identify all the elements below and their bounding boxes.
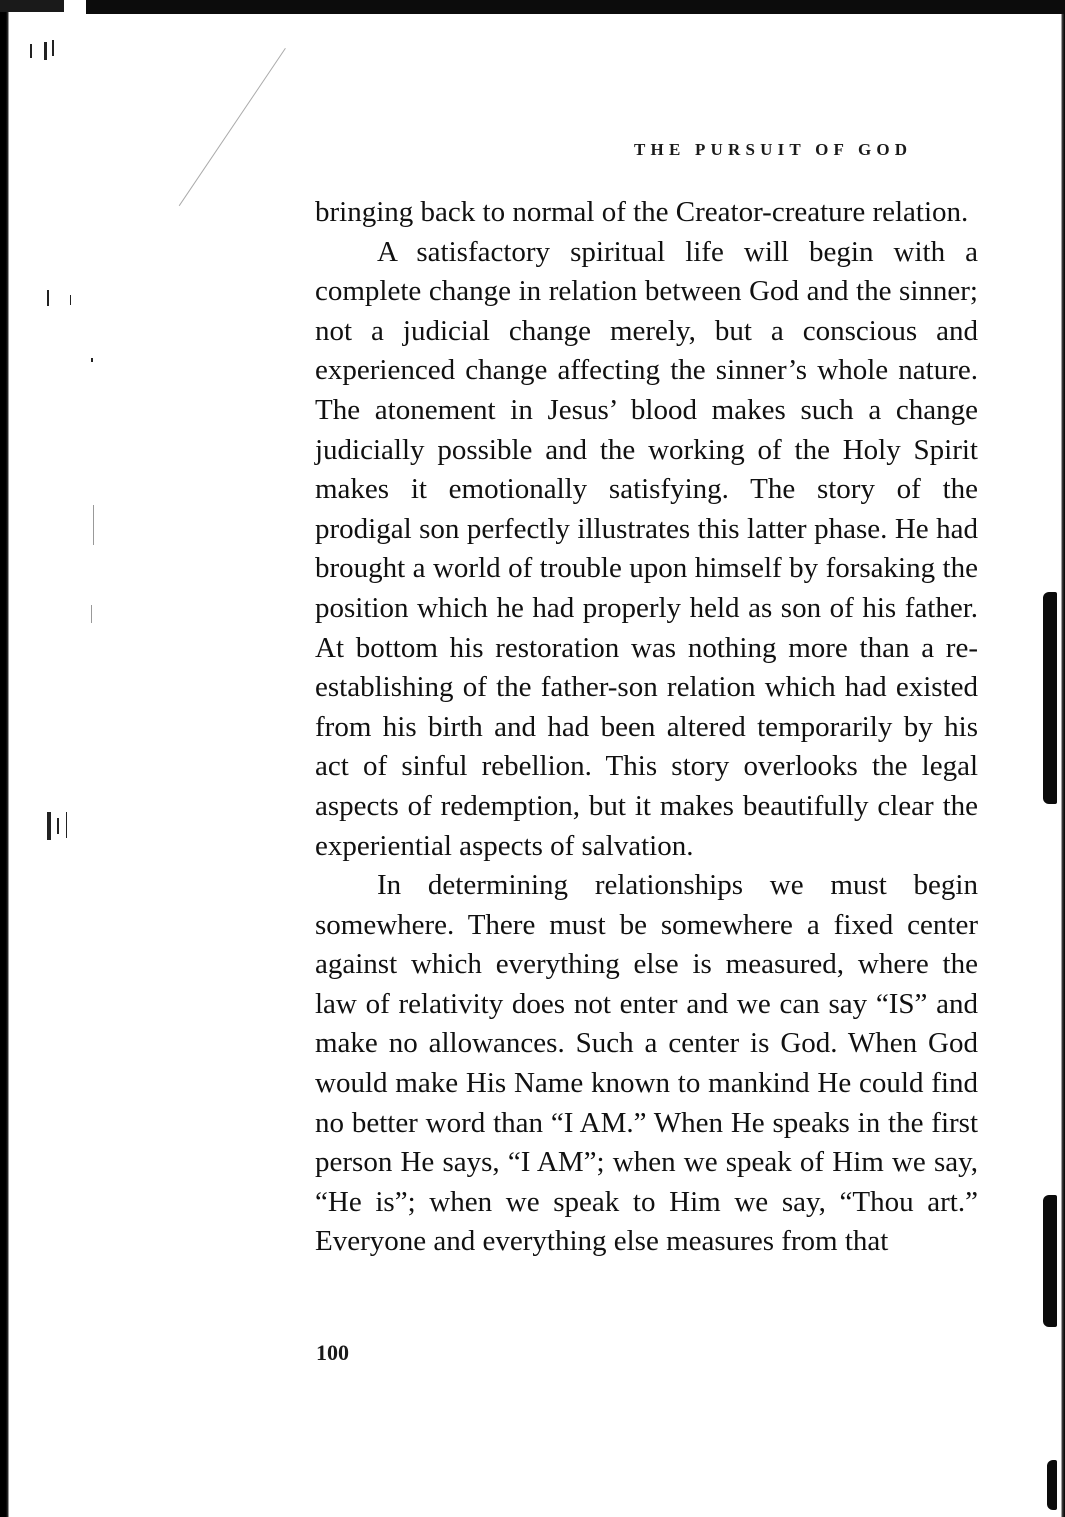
scan-speck (47, 812, 51, 840)
binding-shadow-mark (1043, 592, 1057, 804)
binding-shadow-mark (1043, 1195, 1057, 1327)
scan-speck (91, 605, 92, 623)
running-head: THE PURSUIT OF GOD (634, 140, 913, 159)
scan-speck (91, 358, 93, 362)
scan-artifact-left-edge (0, 12, 9, 1517)
scan-speck (44, 42, 47, 60)
paragraph: bringing back to normal of the Creator-creature relation. (315, 196, 969, 228)
scan-speck (66, 812, 67, 838)
binding-shadow-mark (1047, 1460, 1057, 1510)
scan-speck (52, 40, 54, 56)
scan-speck (47, 290, 49, 306)
scan-artifact-stroke (179, 48, 286, 206)
scan-artifact-top-bar (86, 0, 1065, 14)
body-text (315, 193, 978, 1262)
scan-speck (30, 44, 32, 58)
scan-speck (57, 818, 59, 834)
paragraph: In determining relationships we must begin somewhere. There must be somewhere a fixed center against which everything else is measured, where the law of relativity does not enter and we can say “IS” and make no allowances. Such a center is God. When God would make His Name known to mankind He could find no better word than “I AM.” When He speaks in the first person He says, “I AM”; when we speak of Him we say, “He is”; when we speak to Him we say, “Thou art.” Everyone and everything else measures from that (315, 869, 978, 1258)
scan-speck (93, 505, 94, 545)
page-number: 100 (316, 1340, 349, 1365)
scan-speck (70, 295, 71, 305)
scan-artifact-top-left (0, 0, 64, 12)
paragraph: A satisfactory spiritual life will begin with a complete change in relation between God and the sinner; not a judicial change merely, but a conscious and experienced change affecting the sinner’s whole nature. The atonement in Jesus’ blood makes such a change judicially possible and the working of the Holy Spirit makes it emotionally satisfying. The story of the prodigal son perfectly illustrates this latter phase. He had brought a world of trouble upon himself by forsaking the position which he had properly held as son of his father. At bottom his restoration was nothing more than a re-establishing of the father-son relation which had existed from his birth and had been altered temporarily by his act of sinful rebellion. This story overlooks the legal aspects of redemption, but it makes beautifully clear the experiential aspects of salvation. (315, 235, 978, 862)
scan-artifact-right-edge (1061, 14, 1065, 1517)
